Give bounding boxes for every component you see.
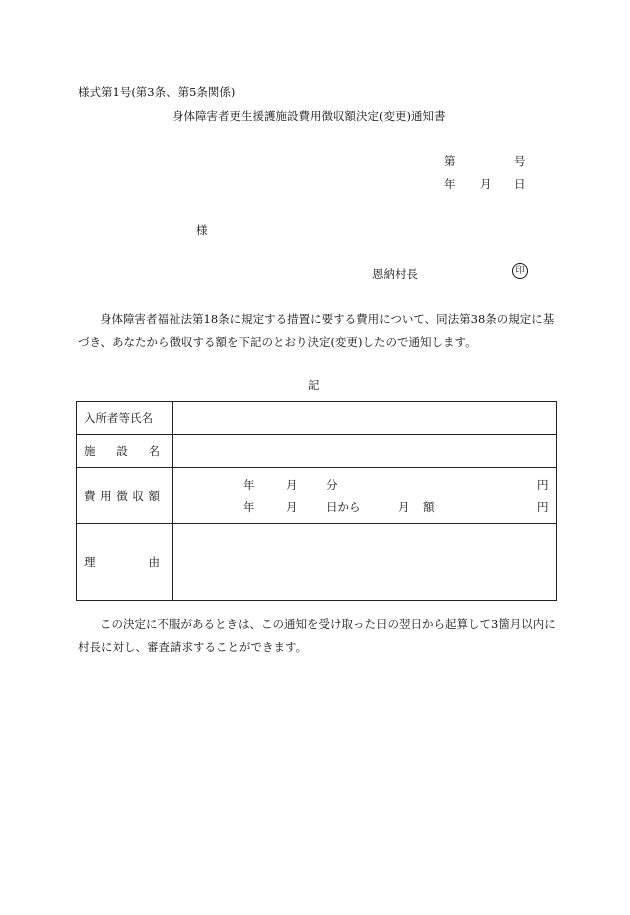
details-table [76,401,557,601]
fee-minute: 分 [326,477,338,492]
table-row [77,402,557,435]
table-row [77,435,557,468]
fee-label-char: 額 [148,488,160,503]
reason-label-char: 理 [84,555,96,569]
fee-yen: 円 [537,499,549,514]
date-month: 月 [480,177,492,191]
reason-value[interactable] [173,524,557,601]
recipient-honorific: 様 [196,223,208,237]
fee-month: 月 [286,499,298,514]
fee-line-1 [173,474,556,496]
fee-label-char: 収 [132,488,144,503]
document-title: 身体障害者更生援護施設費用徴収額決定(変更)通知書 [172,109,446,123]
reason-label [77,524,173,601]
table-row [77,468,557,524]
form-number: 様式第1号(第3条、第5条関係) [78,85,236,99]
fee-yen: 円 [537,477,549,492]
fee-gaku: 額 [423,499,435,514]
body-text: 身体障害者福祉法第18条に規定する措置に要する費用について、同法第38条の規定に基づき、あなたから徴収する額を下記のとおり決定(変更)したので通知します。 [78,312,555,349]
fee-year: 年 [243,499,255,514]
resident-name-value[interactable] [173,402,557,435]
fee-label-char: 用 [100,488,112,503]
seal-mark: 印 [512,263,528,279]
reason-label-char: 由 [148,555,160,569]
facility-name-value[interactable] [173,435,557,468]
fee-label-char: 徴 [116,488,128,503]
date-year: 年 [444,177,456,191]
fee-label-char: 費 [84,488,96,503]
resident-name-label: 入所者等氏名 [77,402,173,435]
fee-monthly: 月 [398,499,410,514]
facility-label-char: 施 [84,444,96,458]
facility-label-char: 設 [116,444,128,458]
table-row [77,524,557,601]
fee-amount-value[interactable] [173,468,557,524]
fee-amount-label [77,468,173,524]
date-day: 日 [514,177,526,191]
document-number-label: 第 [444,154,456,168]
fee-line-2 [173,496,556,518]
issuer-name: 恩納村長 [372,267,418,281]
fee-from: 日から [326,499,361,514]
facility-name-label [77,435,173,468]
facility-label-char: 名 [148,444,160,458]
document-number-suffix: 号 [514,154,526,168]
fee-year: 年 [243,477,255,492]
ki-heading: 記 [308,378,320,392]
fee-month: 月 [286,477,298,492]
appeal-notice: この決定に不服があるときは、この通知を受け取った日の翌日から起算して3箇月以内に村長に対し、審査請求することができます。 [78,617,556,654]
